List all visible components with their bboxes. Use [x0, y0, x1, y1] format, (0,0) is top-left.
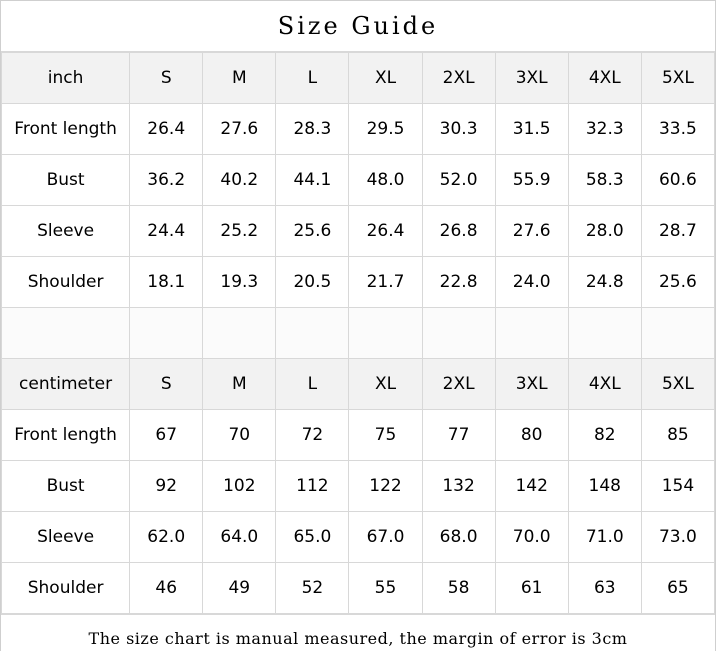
size-header: L	[276, 359, 349, 410]
measure-value: 28.7	[641, 206, 714, 257]
table-row	[2, 563, 715, 614]
measurement-disclaimer: The size chart is manual measured, the margin of error is 3cm	[1, 614, 715, 663]
measure-value: 49	[203, 563, 276, 614]
measure-value: 63	[568, 563, 641, 614]
table-row	[2, 512, 715, 563]
size-header: 4XL	[568, 359, 641, 410]
measure-value: 31.5	[495, 104, 568, 155]
measure-value: 70	[203, 410, 276, 461]
measure-value: 62.0	[130, 512, 203, 563]
measure-value: 72	[276, 410, 349, 461]
size-header: XL	[349, 53, 422, 104]
spacer-cell	[641, 308, 714, 359]
table-row	[2, 257, 715, 308]
size-header: XL	[349, 359, 422, 410]
size-tables	[1, 52, 715, 614]
measure-value: 27.6	[203, 104, 276, 155]
measure-value: 58	[422, 563, 495, 614]
table-row	[2, 461, 715, 512]
table-spacer-row	[2, 308, 715, 359]
unit-header-inch: inch	[2, 53, 130, 104]
spacer-cell	[422, 308, 495, 359]
measure-label: Shoulder	[2, 257, 130, 308]
measure-value: 73.0	[641, 512, 714, 563]
measure-value: 33.5	[641, 104, 714, 155]
measure-label: Front length	[2, 410, 130, 461]
measure-value: 142	[495, 461, 568, 512]
table-row	[2, 155, 715, 206]
page-title: Size Guide	[1, 1, 715, 52]
measure-value: 112	[276, 461, 349, 512]
measure-value: 82	[568, 410, 641, 461]
size-header: 2XL	[422, 53, 495, 104]
measure-label: Bust	[2, 155, 130, 206]
measure-value: 29.5	[349, 104, 422, 155]
measure-value: 71.0	[568, 512, 641, 563]
size-header: 5XL	[641, 359, 714, 410]
measure-value: 64.0	[203, 512, 276, 563]
spacer-cell	[2, 308, 130, 359]
measure-value: 20.5	[276, 257, 349, 308]
measure-value: 70.0	[495, 512, 568, 563]
measure-value: 61	[495, 563, 568, 614]
measure-value: 77	[422, 410, 495, 461]
spacer-cell	[349, 308, 422, 359]
size-header: S	[130, 53, 203, 104]
measure-value: 55	[349, 563, 422, 614]
measure-value: 19.3	[203, 257, 276, 308]
spacer-cell	[568, 308, 641, 359]
size-header: S	[130, 359, 203, 410]
measure-value: 36.2	[130, 155, 203, 206]
measure-value: 32.3	[568, 104, 641, 155]
size-header: L	[276, 53, 349, 104]
measure-value: 68.0	[422, 512, 495, 563]
measure-value: 22.8	[422, 257, 495, 308]
size-header: M	[203, 359, 276, 410]
measure-value: 67.0	[349, 512, 422, 563]
measure-label: Bust	[2, 461, 130, 512]
unit-header-centimeter: centimeter	[2, 359, 130, 410]
measure-value: 80	[495, 410, 568, 461]
measure-label: Shoulder	[2, 563, 130, 614]
table-header-row	[2, 53, 715, 104]
measure-value: 30.3	[422, 104, 495, 155]
size-header: 3XL	[495, 359, 568, 410]
table-row	[2, 410, 715, 461]
measure-label: Sleeve	[2, 206, 130, 257]
measure-value: 28.3	[276, 104, 349, 155]
measure-value: 65.0	[276, 512, 349, 563]
measure-value: 58.3	[568, 155, 641, 206]
size-header: M	[203, 53, 276, 104]
measure-value: 67	[130, 410, 203, 461]
measure-value: 25.2	[203, 206, 276, 257]
spacer-cell	[276, 308, 349, 359]
measure-value: 24.4	[130, 206, 203, 257]
measure-value: 92	[130, 461, 203, 512]
measure-value: 26.4	[130, 104, 203, 155]
size-header: 5XL	[641, 53, 714, 104]
inch-size-table	[1, 52, 715, 614]
measure-value: 65	[641, 563, 714, 614]
size-header: 3XL	[495, 53, 568, 104]
measure-value: 60.6	[641, 155, 714, 206]
measure-value: 48.0	[349, 155, 422, 206]
measure-value: 26.8	[422, 206, 495, 257]
measure-value: 26.4	[349, 206, 422, 257]
measure-value: 154	[641, 461, 714, 512]
measure-value: 25.6	[641, 257, 714, 308]
measure-value: 102	[203, 461, 276, 512]
measure-value: 52.0	[422, 155, 495, 206]
measure-label: Front length	[2, 104, 130, 155]
measure-value: 24.8	[568, 257, 641, 308]
measure-value: 27.6	[495, 206, 568, 257]
measure-value: 52	[276, 563, 349, 614]
table-row	[2, 206, 715, 257]
measure-value: 28.0	[568, 206, 641, 257]
measure-value: 75	[349, 410, 422, 461]
measure-value: 132	[422, 461, 495, 512]
measure-value: 122	[349, 461, 422, 512]
measure-value: 46	[130, 563, 203, 614]
measure-value: 85	[641, 410, 714, 461]
measure-value: 25.6	[276, 206, 349, 257]
spacer-cell	[130, 308, 203, 359]
size-header: 4XL	[568, 53, 641, 104]
measure-value: 18.1	[130, 257, 203, 308]
spacer-cell	[203, 308, 276, 359]
table-header-row	[2, 359, 715, 410]
measure-value: 148	[568, 461, 641, 512]
measure-value: 21.7	[349, 257, 422, 308]
measure-value: 44.1	[276, 155, 349, 206]
measure-value: 55.9	[495, 155, 568, 206]
size-header: 2XL	[422, 359, 495, 410]
measure-label: Sleeve	[2, 512, 130, 563]
measure-value: 40.2	[203, 155, 276, 206]
measure-value: 24.0	[495, 257, 568, 308]
spacer-cell	[495, 308, 568, 359]
table-row	[2, 104, 715, 155]
